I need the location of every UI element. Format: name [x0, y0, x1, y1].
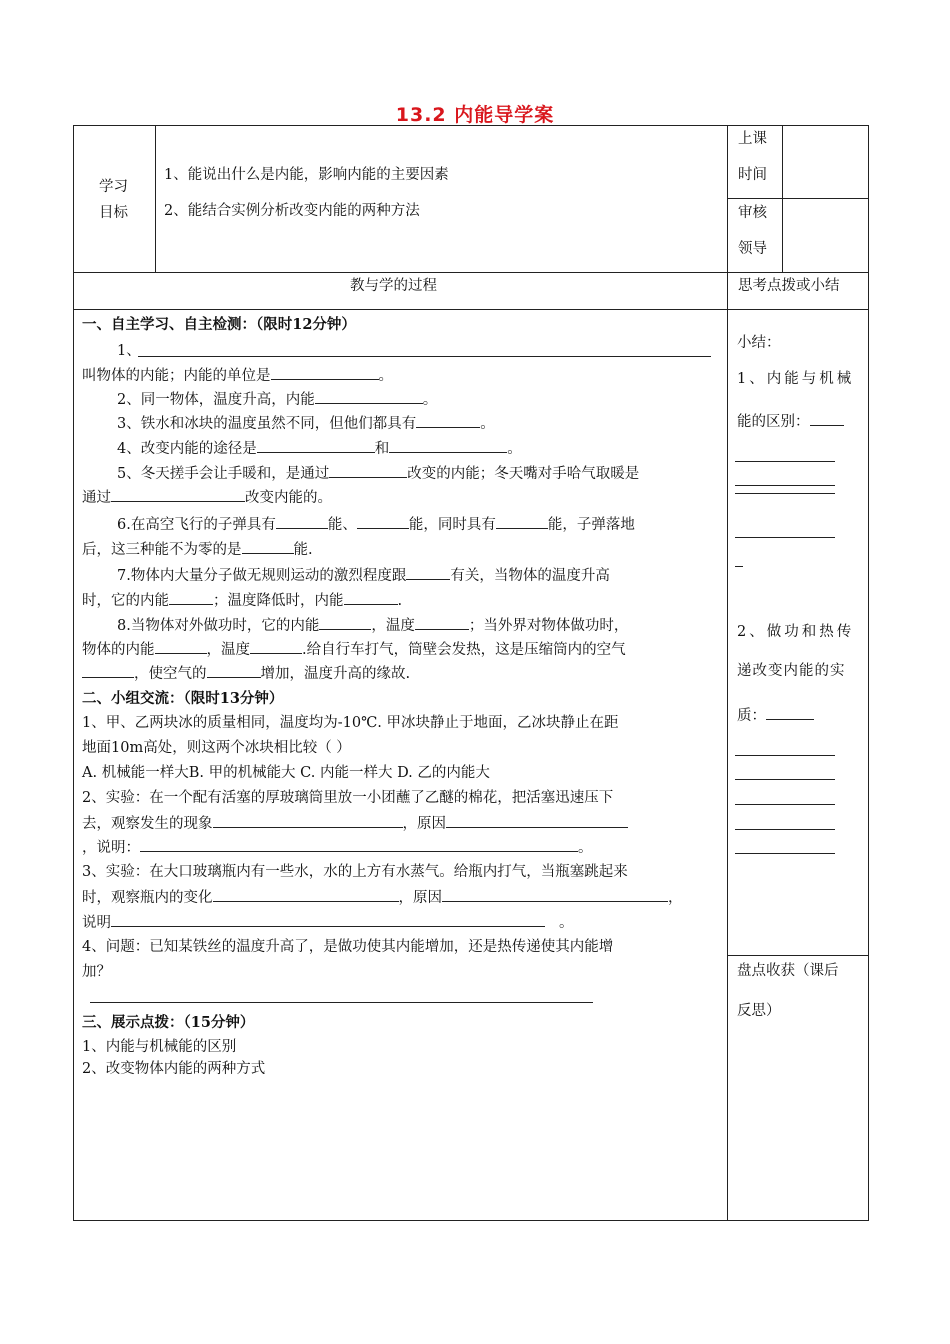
goal-label-line1: 学习	[99, 179, 128, 195]
header-divider-goal	[155, 125, 156, 273]
goal-item-1: 1、能说出什么是内能，影响内能的主要因素	[164, 167, 449, 183]
sidebar-s2-blank-5	[735, 853, 835, 854]
q5-line2: 通过 改变内能的。	[82, 485, 332, 510]
p1-line2: 地面10m高处，则这两个冰块相比较（ ）	[82, 740, 351, 756]
sidebar-s2-line2: 递改变内能的实	[737, 663, 846, 679]
process-header-divider	[727, 272, 728, 310]
sidebar-s2-blank-1	[735, 755, 835, 756]
sidebar-s2-blank-3	[735, 804, 835, 805]
p3-line1: 3、实验：在大口玻璃瓶内有一些水，水的上方有水蒸气。给瓶内打气，当瓶塞跳起来	[82, 864, 628, 880]
q5-line1: 5、冬天搓手会让手暖和，是通过 改变的内能；冬天嘴对手哈气取暖是	[117, 461, 639, 486]
sidebar-s1-blank-2	[735, 485, 835, 486]
sidebar-s2-blank-4	[735, 829, 835, 830]
p2-line1: 2、实验：在一个配有活塞的厚玻璃筒里放一小团蘸了乙醚的棉花，把活塞迅速压下	[82, 790, 614, 806]
sidebar-s1-line1: 1、内能与机械	[737, 371, 855, 387]
review-label-line1: 审核	[738, 205, 767, 221]
p2-line2: 去，观察发生的现象 ，原因	[82, 811, 628, 836]
q7-line2: 时，它的内能 ；温度降低时，内能 .	[82, 588, 402, 613]
page-title: 13.2 内能导学案	[395, 104, 555, 126]
sidebar-s1-line2: 能的区别：	[737, 409, 844, 434]
q1-blank	[138, 356, 711, 357]
sidebar-reflect-line1: 盘点收获（课后	[737, 963, 839, 979]
sidebar-reflect-divider	[727, 955, 869, 956]
sidebar-s2-line1: 2、做功和热传	[737, 624, 855, 640]
sidebar-s2-blank-2	[735, 779, 835, 780]
p1-line1: 1、甲、乙两块冰的质量相同，温度均为-10℃. 甲冰块静止于地面，乙冰块静止在距	[82, 715, 619, 731]
p3-line2: 时，观察瓶内的变化 ，原因 ，	[82, 885, 683, 910]
q4: 4、改变内能的途径是 和 。	[117, 436, 522, 461]
header-row-divider	[727, 198, 869, 199]
q8-line1: 8.当物体对外做功时，它的内能 ，温度 ；当外界对物体做功时，	[117, 613, 628, 638]
sidebar-reflect-line2: 反思）	[737, 1003, 781, 1019]
p4-line1: 4、问题：已知某铁丝的温度升高了，是做功使其内能增加，还是热传递使其内能增	[82, 939, 614, 955]
q6-line1: 6.在高空飞行的子弹具有 能、 能，同时具有 能，子弹落地	[117, 512, 635, 537]
section3-item-2: 2、改变物体内能的两种方式	[82, 1061, 266, 1077]
q6-line2: 后，这三种能不为零的是 能.	[82, 537, 313, 562]
p1-options: A. 机械能一样大B. 甲的机械能大 C. 内能一样大 D. 乙的内能大	[82, 765, 490, 781]
p4-line2: 加？	[82, 964, 111, 980]
p3-line3: 说明 。	[82, 910, 574, 935]
goal-label-line2: 目标	[99, 205, 128, 221]
sidebar-s1-blank-4	[735, 537, 835, 538]
q2: 2、同一物体，温度升高，内能 。	[117, 387, 437, 412]
sidebar-header: 思考点拨或小结	[738, 278, 840, 294]
q1-number: 1、	[117, 343, 141, 359]
q7-line1: 7.物体内大量分子做无规则运动的激烈程度跟 有关，当物体的温度升高	[117, 563, 610, 588]
sidebar-s1-blank-5	[735, 566, 743, 567]
p2-line3: ，说明： 。	[82, 835, 593, 860]
process-header: 教与学的过程	[350, 278, 437, 294]
p4-answer-line	[90, 1002, 593, 1003]
q1-line2: 叫物体的内能；内能的单位是 。	[82, 363, 393, 388]
section2-heading: 二、小组交流：（限时13分钟）	[82, 690, 284, 707]
main-body-divider	[727, 309, 728, 1221]
section3-item-1: 1、内能与机械能的区别	[82, 1039, 237, 1055]
sidebar-s2-line3: 质：	[737, 703, 814, 728]
class-time-label-line1: 上课	[738, 131, 767, 147]
q3: 3、铁水和冰块的温度虽然不同，但他们都具有 。	[117, 411, 495, 436]
q8-line3: ，使空气的 增加，温度升高的缘故.	[82, 661, 410, 686]
section3-heading: 三、展示点拨：（15分钟）	[82, 1014, 255, 1031]
header-divider-right	[727, 125, 728, 273]
section1-heading: 一、自主学习、自主检测：（限时12分钟）	[82, 316, 356, 333]
review-label-line2: 领导	[738, 241, 767, 257]
goal-item-2: 2、能结合实例分析改变内能的两种方法	[164, 203, 420, 219]
sidebar-s1-blank-1	[735, 461, 835, 462]
header-divider-value	[782, 125, 783, 273]
q8-line2: 物体的内能 ，温度 .给自行车打气，筒壁会发热，这是压缩筒内的空气	[82, 637, 626, 662]
class-time-label-line2: 时间	[738, 167, 767, 183]
sidebar-s1-blank-3	[735, 493, 835, 494]
sidebar-summary-label: 小结：	[737, 335, 781, 351]
